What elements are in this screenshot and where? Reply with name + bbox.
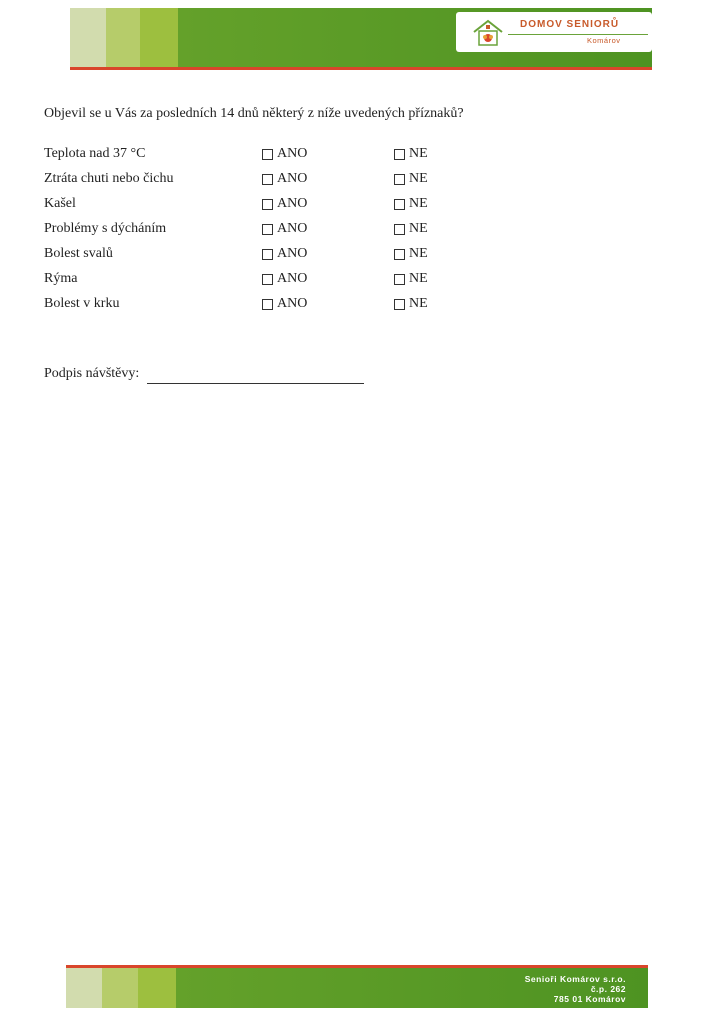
checkbox-icon[interactable] (262, 174, 273, 185)
symptom-label: Bolest v krku (44, 296, 120, 311)
footer-company: Senioři Komárov s.r.o. (524, 974, 626, 984)
no-label: NE (409, 221, 428, 236)
signature-label: Podpis návštěvy: (44, 366, 140, 381)
yes-option[interactable] (262, 171, 307, 187)
checkbox-icon[interactable] (394, 174, 405, 185)
checkbox-icon[interactable] (394, 199, 405, 210)
symptom-label: Problémy s dýcháním (44, 221, 167, 236)
yes-option[interactable] (262, 296, 307, 312)
checkbox-icon[interactable] (394, 249, 405, 260)
symptom-label: Kašel (44, 196, 76, 211)
checkbox-icon[interactable] (394, 224, 405, 235)
no-option[interactable] (394, 296, 428, 312)
yes-label: ANO (277, 146, 308, 161)
yes-label: ANO (277, 196, 308, 211)
checkbox-icon[interactable] (262, 224, 273, 235)
no-label: NE (409, 196, 428, 211)
symptom-row (44, 296, 464, 318)
footer-address (525, 974, 626, 1004)
no-option[interactable] (394, 271, 428, 287)
checkbox-icon[interactable] (262, 149, 273, 160)
header-accent-line (70, 67, 652, 70)
logo-title: DOMOV SENIORŮ (520, 19, 620, 30)
house-logo-icon (471, 18, 505, 48)
yes-option[interactable] (262, 271, 307, 287)
checkbox-icon[interactable] (394, 149, 405, 160)
no-label: NE (409, 171, 428, 186)
symptom-row (44, 271, 464, 293)
yes-option[interactable] (262, 146, 307, 162)
no-label: NE (409, 146, 428, 161)
yes-label: ANO (277, 296, 308, 311)
symptom-row (44, 171, 464, 193)
symptom-row (44, 221, 464, 243)
no-option[interactable] (394, 196, 428, 212)
symptom-row (44, 196, 464, 218)
no-label: NE (409, 246, 428, 261)
symptom-label: Ztráta chuti nebo čichu (44, 171, 174, 186)
checkbox-icon[interactable] (262, 249, 273, 260)
footer-street: č.p. 262 (590, 984, 626, 994)
symptom-row (44, 146, 464, 168)
checkbox-icon[interactable] (262, 299, 273, 310)
symptom-label: Rýma (44, 271, 78, 286)
yes-option[interactable] (262, 246, 307, 262)
yes-label: ANO (277, 221, 308, 236)
yes-label: ANO (277, 246, 308, 261)
symptom-label: Teplota nad 37 °C (44, 146, 146, 161)
no-option[interactable] (394, 146, 428, 162)
yes-option[interactable] (262, 196, 307, 212)
logo-subtitle: Komárov (587, 36, 621, 45)
yes-label: ANO (277, 271, 308, 286)
logo-underline (508, 34, 648, 35)
symptom-label: Bolest svalů (44, 246, 113, 261)
footer-city: 785 01 Komárov (553, 994, 626, 1004)
no-label: NE (409, 296, 428, 311)
no-option[interactable] (394, 221, 428, 237)
signature-line[interactable] (147, 383, 364, 384)
no-option[interactable] (394, 171, 428, 187)
no-label: NE (409, 271, 428, 286)
yes-label: ANO (277, 171, 308, 186)
checkbox-icon[interactable] (262, 274, 273, 285)
symptom-row (44, 246, 464, 268)
question-text: Objevil se u Vás za posledních 14 dnů některý z níže uvedených příznaků? (44, 106, 464, 121)
yes-option[interactable] (262, 221, 307, 237)
checkbox-icon[interactable] (262, 199, 273, 210)
checkbox-icon[interactable] (394, 274, 405, 285)
checkbox-icon[interactable] (394, 299, 405, 310)
no-option[interactable] (394, 246, 428, 262)
